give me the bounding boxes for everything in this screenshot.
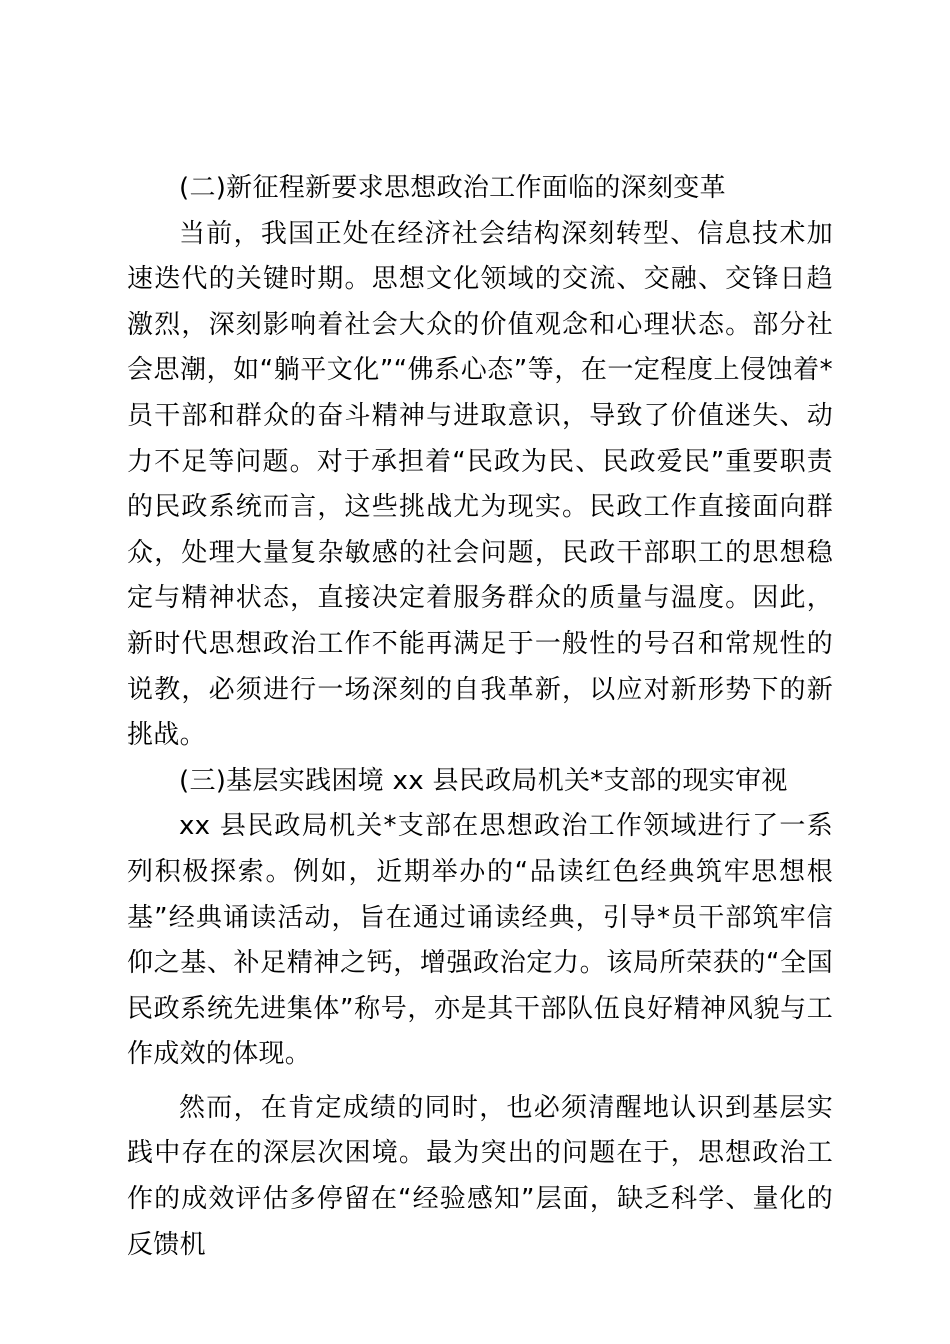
paragraph-2: xx 县民政局机关*支部在思想政治工作领域进行了一系列积极探索。例如，近期举办的“品读红色经典筑牢思想根基”经典诵读活动，旨在通过诵读经典，引导*员干部筑牢信仰之基、补足精神之钙，增强政治定力。该局所荣获的“全国民政系统先进集体”称号，亦是其干部队伍良好精神风貌与工作成效的体现。: [127, 811, 833, 1070]
section-heading-3: (三)基层实践困境 xx 县民政局机关*支部的现实审视: [179, 765, 788, 796]
paragraph-1: 当前，我国正处在经济社会结构深刻转型、信息技术加速迭代的关键时期。思想文化领域的交流、交融、交锋日趋激烈，深刻影响着社会大众的价值观念和心理状态。部分社会思潮，如“躺平文化”“佛系心态”等，在一定程度上侵蚀着*员干部和群众的奋斗精神与进取意识，导致了价值迷失、动力不足等问题。对于承担着“民政为民、民政爱民”重要职责的民政系统而言，这些挑战尤为现实。民政工作直接面向群众，处理大量复杂敏感的社会问题，民政干部职工的思想稳定与精神状态，直接决定着服务群众的质量与温度。因此，新时代思想政治工作不能再满足于一般性的号召和常规性的说教，必须进行一场深刻的自我革新，以应对新形势下的新挑战。: [127, 218, 833, 751]
paragraph-3: 然而，在肯定成绩的同时，也必须清醒地认识到基层实践中存在的深层次困境。最为突出的问题在于，思想政治工作的成效评估多停留在“经验感知”层面，缺乏科学、量化的反馈机: [127, 1092, 833, 1260]
section-heading-2: (二)新征程新要求思想政治工作面临的深刻变革: [179, 173, 726, 203]
document-body: [127, 166, 833, 1268]
